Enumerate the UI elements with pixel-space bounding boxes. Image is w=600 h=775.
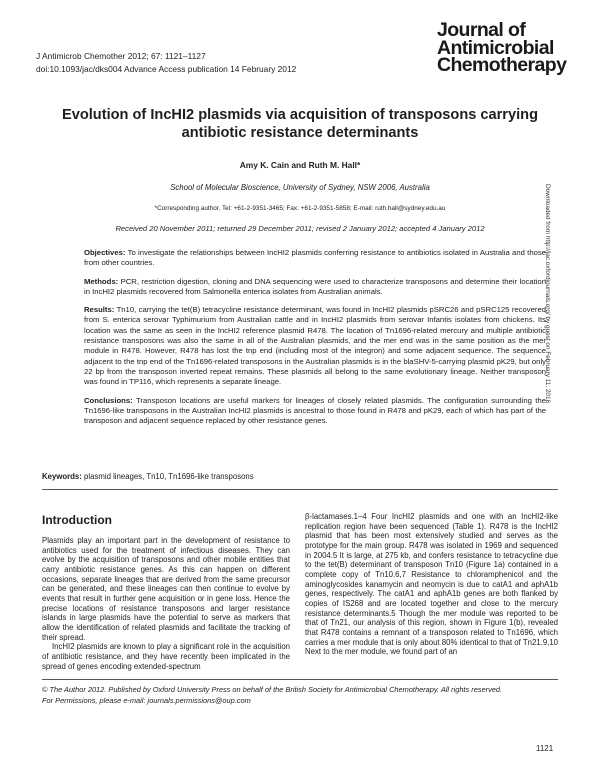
- abstract-methods: [84, 277, 546, 298]
- permissions-line: For Permissions, please e-mail: journals.permissions@oup.com: [42, 696, 251, 705]
- title-line-1: Evolution of IncHI2 plasmids via acquisition of transposons carrying: [61, 107, 538, 123]
- results-label: Results:: [84, 305, 115, 315]
- logo-line-1: Journal of: [437, 19, 526, 41]
- intro-right-column: [305, 512, 558, 657]
- abstract-objectives: [84, 248, 546, 269]
- download-notice: Downloaded from http://jac.oxfordjournals.org/ by guest on February 11, 2016: [544, 184, 551, 404]
- keywords: [42, 472, 254, 481]
- corresponding-author: *Corresponding author. Tel: +61-2-9351-3465; Fax: +61-2-9351-5858; E-mail: ruth.hall@sydney.edu.au: [154, 205, 446, 212]
- journal-logo: [437, 19, 567, 76]
- journal-line: J Antimicrob Chemother 2012; 67: 1121–1127: [36, 51, 206, 61]
- abstract-results: [84, 305, 546, 387]
- intro-left-column: [42, 536, 290, 671]
- footer-divider: [42, 679, 558, 680]
- title-line-2: antibiotic resistance determinants: [181, 125, 419, 141]
- objectives-text: To investigate the relationships between IncHI2 plasmids conferring resistance to antibiotics isolated in Australia and those from other countries.: [84, 248, 546, 268]
- logo-line-3: Chemotherapy: [437, 54, 567, 76]
- methods-label: Methods:: [84, 276, 119, 286]
- intro-paragraph-1: Plasmids play an important part in the development of resistance to antibiotics used for the treatment of infectious diseases. They can evolve by the acquisition of transposons and other mobile entities that carry antibiotic resistance genes. As this can happen on different occasions, separate lineages that are derived from the same precursor can be generated, and these lineages can then continue to evolve by events that result in further gene acquisition or in gene loss. Hence the precise locations of resistance transposons and larger resistance islands in large plasmids have the potential to serve as markers that allow the identification of related plasmids and facilitate the tracking of their spread.: [42, 536, 290, 642]
- article-title: [40, 106, 560, 142]
- conclusions-label: Conclusions:: [84, 395, 133, 405]
- intro-paragraph-3: β-lactamases.1–4 Four IncHI2 plasmids and one with an IncHI2-like replication region have been sequenced (Table 1). R478 is the IncHI2 plasmid that has been most extensively studied and serves as the prototype for the main group. R478 was isolated in 1969 and sequenced in 2004.5 It is large, at 275 kb, and confers resistance to tetracycline due to the tet(B) determinant of transposon Tn10 (Figure 1a) contained in a complete copy of Tn10.6,7 Resistance to chloramphenicol and the aminoglycosides kanamycin and neomycin is due to catA1 and aphA1b genes, respectively. The catA1 and aphA1b genes are both flanked by copies of IS268 and are located together and close to the mercury resistance determinants.5 Though the mer module was reported to be that of Tn21, our analysis of this region, shown in Figure 1(b), revealed that R478 contains a remnant of a transposon related to Tn1696, which carries a mer module that is only about 80% identical to that of Tn21.9,10 Next to the mer module, we found part of an: [305, 512, 558, 657]
- authors: Amy K. Cain and Ruth M. Hall*: [239, 160, 361, 170]
- keywords-text: plasmid lineages, Tn10, Tn1696-like transposons: [84, 472, 254, 481]
- doi-line: doi:10.1093/jac/dks004 Advance Access publication 14 February 2012: [36, 64, 297, 74]
- keywords-label: Keywords:: [42, 472, 82, 481]
- copyright-footer: [42, 684, 558, 706]
- methods-text: PCR, restriction digestion, cloning and DNA sequencing were used to characterize transposons and determine their location in IncHI2 plasmids recovered from Salmonella enterica isolates from Australian animals.: [84, 276, 546, 296]
- copyright-line: © The Author 2012. Published by Oxford University Press on behalf of the British Society for Antimicrobial Chemotherapy. All rights reserved.: [42, 685, 503, 694]
- page-number: 1121: [536, 744, 554, 753]
- logo-line-2: Antimicrobial: [437, 36, 554, 59]
- abstract: [84, 248, 546, 434]
- section-divider: [42, 489, 558, 490]
- intro-paragraph-2: IncHI2 plasmids are known to play a significant role in the acquisition of antibiotic resistance, and they have recently been implicated in the spread of genes encoding extended-spectrum: [42, 642, 290, 671]
- abstract-conclusions: [84, 396, 546, 427]
- journal-citation: [36, 50, 296, 76]
- affiliation: School of Molecular Bioscience, University of Sydney, NSW 2006, Australia: [170, 183, 430, 192]
- results-text: Tn10, carrying the tet(B) tetracycline resistance determinant, was found in IncHI2 plasmids pSRC26 and pSRC125 recovered from S. enterica serovar Typhimurium from Australian cattle and in IncHI2 plasmids from serovar Infantis isolates from chickens. Its location was the same as seen in the IncHI2 reference plasmid R478. The location of Tn1696-related mercury and multiple antibiotic resistance transposons was also the same in all of the Australian plasmids, and the mer end was in the same position as the mer module in R478. However, R478 has lost the tnp end (including most of the integron) and some adjacent sequence. The sequence adjacent to the tnp end of the Tn1696-related transposons in the Australian plasmids is in the blaSHV-5-carrying plasmid pK29, but only 22 bp from the transposon inverted repeat remains. These plasmids all belong to the same evolutionary lineage. Neither transposon was found in TP116, which represents a separate lineage.: [84, 305, 547, 387]
- objectives-label: Objectives:: [84, 248, 126, 257]
- conclusions-text: Transposon locations are useful markers for lineages of closely related plasmids. The configuration surrounding the Tn1696-like transposons in the Australian IncHI2 plasmids is ancestral to those found in R478 and pK29, each of which has part of the transposon and adjacent sequence replaced by other resistance genes.: [84, 395, 546, 426]
- introduction-heading: Introduction: [42, 513, 112, 527]
- received-dates: Received 20 November 2011; returned 29 December 2011; revised 2 January 2012; accepted 4 January 2012: [115, 224, 485, 233]
